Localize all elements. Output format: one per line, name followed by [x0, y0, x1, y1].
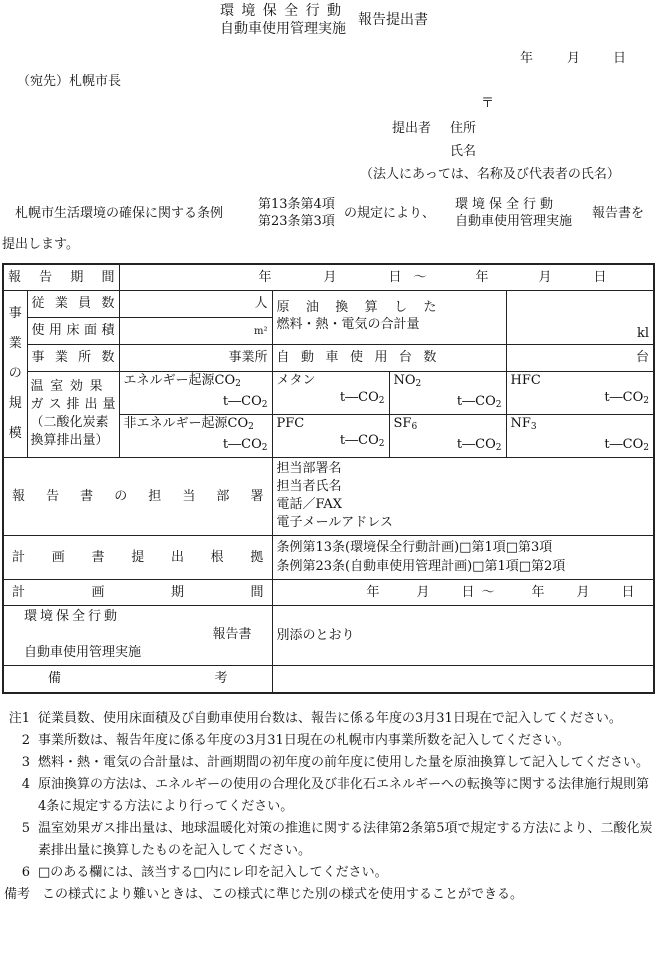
nonenergy-co2-unit-sub: 2 — [261, 442, 268, 453]
period-sep: ～ — [413, 269, 427, 285]
note-4-num: 4 — [21, 777, 30, 792]
scale-label-3: の — [8, 365, 22, 381]
oil-label-1: 原 油 換 算 し た — [276, 299, 437, 315]
vehicles-unit: 台 — [635, 350, 649, 365]
energy-co2-unit-sub: 2 — [261, 399, 268, 410]
statement-part1: 札幌市生活環境の確保に関する条例 — [15, 206, 224, 221]
title-line2: 自動車使用管理実施 — [220, 21, 346, 37]
title-line1: 環 境 保 全 行 動 — [220, 3, 348, 19]
remarks-label-cell — [3, 665, 272, 693]
note-3-num: 3 — [21, 755, 30, 770]
nf3-cell[interactable] — [506, 414, 654, 457]
pfc-unit-sub: 2 — [378, 438, 385, 449]
note-2 — [4, 730, 654, 752]
pfc-cell[interactable] — [272, 414, 389, 457]
basis-line-2: 条例第23条(自動車使用管理計画)□第1項□第2項 — [276, 559, 566, 574]
report-label-mid: 報告書 — [212, 627, 252, 642]
plan-d2: 日 — [621, 584, 635, 600]
plan-y2: 年 — [531, 584, 545, 600]
scale-label-cell — [3, 290, 27, 457]
nonenergy-co2-sub: 2 — [248, 421, 254, 432]
nf3-label: NF — [510, 415, 531, 431]
note-5-num: 5 — [21, 821, 30, 836]
plan-sep: ～ — [481, 584, 495, 600]
energy-co2-unit: t―CO — [222, 393, 262, 409]
employees-label-cell — [27, 290, 119, 317]
period-y2: 年 — [475, 269, 489, 285]
vehicles-value-cell[interactable] — [506, 344, 654, 371]
note-4-text: 原油換算の方法は、エネルギーの使用の合理化及び非化石エネルギーへの転換等に関する法律施行規則第4条に規定する方法により行ってください。 — [38, 777, 650, 814]
note-3-text: 燃料・熱・電気の合計量は、計画期間の初年度の前年度に使用した量を原油換算して記入してください。 — [38, 755, 650, 770]
offices-value-cell[interactable] — [119, 344, 272, 371]
remarks-label: 備 考 — [48, 671, 228, 687]
oil-unit: kl — [636, 325, 649, 341]
nf3-sub: 3 — [530, 421, 537, 432]
date-month: 月 — [567, 51, 581, 66]
statement-opt2: 自動車使用管理実施 — [455, 214, 573, 229]
report-label-cell — [3, 605, 272, 665]
remarks-value-cell[interactable] — [272, 665, 654, 693]
note-6-num: 6 — [21, 865, 30, 880]
floor-label-cell — [27, 317, 119, 344]
sf6-sub: 6 — [411, 421, 418, 432]
employees-unit: 人 — [254, 296, 268, 311]
dept-line-3: 電話／FAX — [276, 497, 343, 512]
nf3-unit-sub: 2 — [643, 442, 649, 453]
report-label-1: 環境保全行動 — [24, 609, 121, 624]
note-1-text: 従業員数、使用床面積及び自動車使用台数は、報告に係る年度の3月31日現在で記入してください。 — [38, 711, 622, 726]
no2-cell[interactable] — [389, 371, 506, 414]
offices-label: 事 業 所 数 — [31, 350, 115, 365]
ghg-label-cell — [27, 371, 119, 457]
vehicles-label-cell — [272, 344, 506, 371]
note-5-text: 温室効果ガス排出量は、地球温暖化対策の推進に関する法律第2条第5項で規定する方法により、二酸化炭素排出量に換算したものを記入してください。 — [38, 821, 653, 858]
dept-label-cell — [3, 457, 272, 535]
plan-period-label-cell — [3, 579, 272, 605]
oil-label-cell — [272, 290, 506, 344]
plan-period-label: 計 画 期 間 — [12, 584, 264, 600]
scale-label-1: 事 — [8, 305, 22, 321]
hfc-unit: t―CO — [604, 389, 644, 405]
scale-label-4: 規 — [8, 395, 22, 411]
statement-part2: の規定により、 — [344, 206, 436, 221]
methane-unit-sub: 2 — [378, 395, 385, 406]
date-year: 年 — [520, 51, 534, 66]
basis-label-cell — [3, 535, 272, 579]
period-y1: 年 — [258, 269, 272, 285]
note-6-text: □のある欄には、該当する□内にレ印を記入してください。 — [38, 865, 388, 880]
nonenergy-co2-label: 非エネルギー起源CO — [123, 415, 249, 431]
scale-label-5: 模 — [8, 425, 22, 441]
report-label-2: 自動車使用管理実施 — [24, 645, 142, 660]
submitter-label: 提出者 — [392, 121, 432, 136]
report-value-cell[interactable] — [272, 605, 654, 665]
hfc-label: HFC — [510, 372, 541, 388]
period-value-cell[interactable] — [119, 264, 654, 290]
hfc-cell[interactable] — [506, 371, 654, 414]
period-d1: 日 — [388, 269, 402, 285]
no2-label: NO — [393, 372, 416, 388]
basis-value-cell[interactable] — [272, 535, 654, 579]
methane-label: メタン — [276, 372, 316, 388]
remark-footer — [4, 884, 654, 906]
floor-label: 使 用 床 面 積 — [31, 323, 115, 338]
ghg-label-4: 換算排出量） — [30, 433, 109, 448]
submitter-note: （法人にあっては、名称及び代表者の氏名） — [360, 167, 620, 182]
note-3 — [4, 752, 654, 774]
period-m1: 月 — [323, 269, 337, 285]
sf6-unit: t―CO — [456, 436, 496, 452]
sf6-unit-sub: 2 — [495, 442, 502, 453]
no2-sub: 2 — [415, 378, 422, 389]
vehicles-label: 自 動 車 使 用 台 数 — [276, 350, 437, 365]
plan-d1: 日 — [461, 584, 475, 600]
note-1 — [4, 708, 654, 730]
dept-value-cell[interactable] — [272, 457, 654, 535]
employees-label: 従 業 員 数 — [31, 296, 115, 311]
dept-line-1: 担当部署名 — [276, 461, 342, 476]
note-4 — [4, 774, 654, 818]
nf3-unit: t―CO — [604, 436, 644, 452]
sf6-label: SF — [393, 415, 412, 431]
statement-opt1: 環境保全行動 — [455, 197, 558, 212]
report-form — [2, 263, 655, 694]
date-day: 日 — [613, 51, 627, 66]
statement-article1: 第13条第4項 — [258, 197, 335, 212]
submitter-address: 住所 — [450, 121, 477, 136]
submitter-name: 氏名 — [450, 144, 477, 159]
employees-value-cell[interactable] — [119, 290, 272, 317]
statement-article2: 第23条第3項 — [258, 214, 335, 229]
basis-line-1: 条例第13条(環境保全行動計画)□第1項□第3項 — [276, 540, 553, 555]
ghg-label-2: ガ ス 排 出 量 — [30, 397, 116, 412]
report-value: 別添のとおり — [276, 627, 355, 643]
nonenergy-co2-cell[interactable] — [119, 414, 272, 457]
dept-label: 報 告 書 の 担 当 部 署 — [12, 488, 264, 504]
period-label-cell — [3, 264, 119, 290]
offices-label-cell — [27, 344, 119, 371]
note-2-num: 2 — [21, 733, 30, 748]
postal-mark: 〒 — [481, 96, 495, 111]
plan-m2: 月 — [576, 584, 590, 600]
nonenergy-co2-unit: t―CO — [222, 436, 262, 452]
hfc-unit-sub: 2 — [643, 395, 649, 406]
energy-co2-sub: 2 — [235, 378, 241, 389]
ghg-label-1: 温 室 効 果 — [30, 379, 103, 394]
sf6-cell[interactable] — [389, 414, 506, 457]
period-d2: 日 — [593, 269, 607, 285]
dept-line-4: 電子メールアドレス — [276, 515, 393, 530]
floor-value-cell[interactable] — [119, 317, 272, 344]
offices-unit: 事業所 — [228, 350, 268, 365]
ghg-label-3: （二酸化炭素 — [30, 415, 109, 430]
title-suffix: 報告提出書 — [358, 12, 428, 28]
period-value — [124, 269, 650, 286]
plan-period-value — [277, 584, 650, 601]
remark-footer-text: この様式により難いときは、この様式に準じた別の様式を使用することができる。 — [42, 887, 524, 902]
note-5 — [4, 818, 654, 862]
pfc-unit: t―CO — [339, 432, 379, 448]
period-m2: 月 — [538, 269, 552, 285]
no2-unit-sub: 2 — [495, 399, 502, 410]
plan-m1: 月 — [416, 584, 430, 600]
basis-label: 計 画 書 提 出 根 拠 — [12, 549, 264, 565]
floor-unit: m² — [254, 325, 268, 337]
oil-label-2: 燃料・熱・電気の合計量 — [276, 316, 420, 332]
energy-co2-cell[interactable] — [119, 371, 272, 414]
period-label: 報 告 期 間 — [8, 269, 115, 285]
dept-line-2: 担当者氏名 — [276, 479, 342, 494]
note-6 — [4, 862, 654, 884]
methane-unit: t―CO — [339, 389, 379, 405]
title-line1-box — [220, 0, 348, 20]
remark-footer-label: 備考 — [4, 887, 31, 902]
energy-co2-label: エネルギー起源CO — [123, 372, 236, 388]
no2-unit: t―CO — [456, 393, 496, 409]
note-1-num: 注1 — [8, 711, 30, 726]
notes — [4, 708, 654, 906]
oil-value-cell[interactable] — [506, 290, 654, 344]
statement-part3: 報告書を — [592, 206, 645, 221]
note-2-text: 事業所数は、報告年度に係る年度の3月31日現在の札幌市内事業所数を記入してください。 — [38, 733, 570, 748]
statement-part4: 提出します。 — [2, 237, 79, 252]
plan-period-value-cell[interactable] — [272, 579, 654, 605]
scale-label-2: 業 — [8, 335, 22, 351]
plan-y1: 年 — [366, 584, 380, 600]
methane-cell[interactable] — [272, 371, 389, 414]
addressee: （宛先）札幌市長 — [17, 74, 122, 89]
pfc-label: PFC — [276, 415, 305, 431]
